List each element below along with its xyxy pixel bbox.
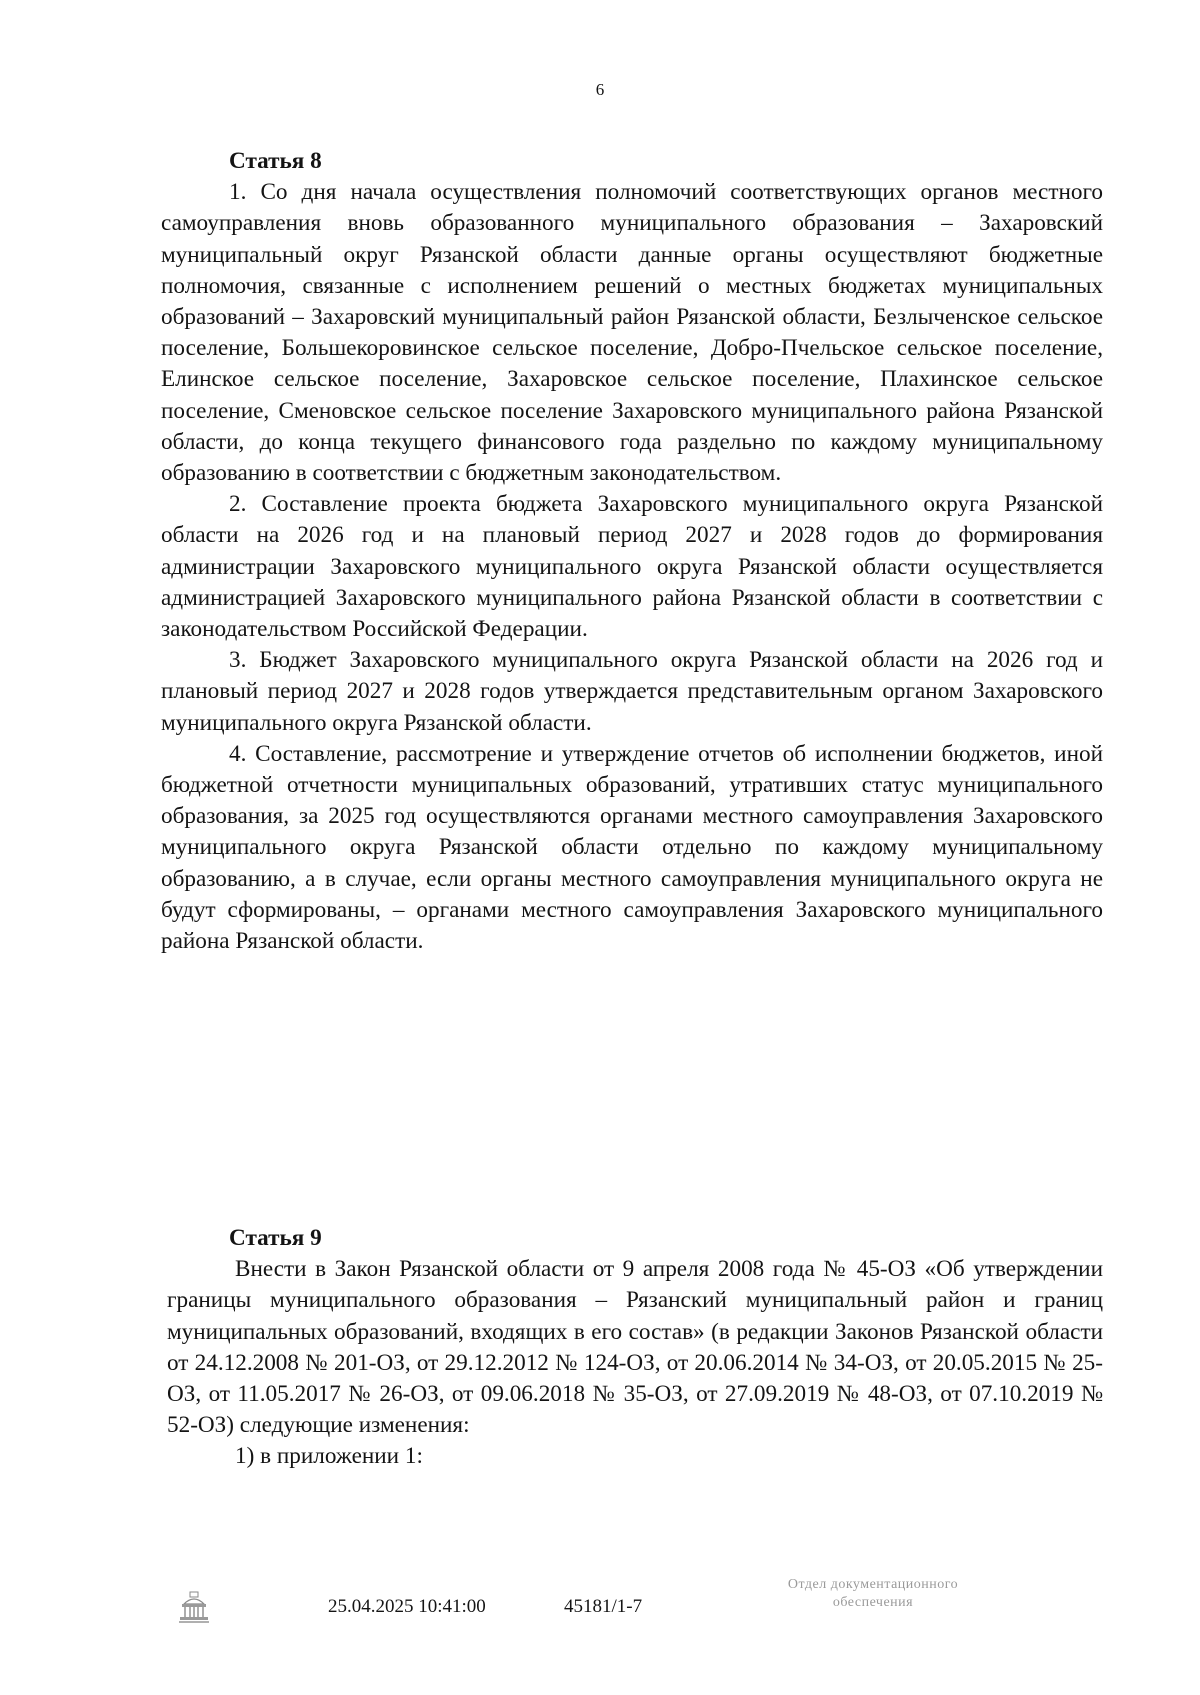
article-9-heading: Статья 9	[229, 1225, 322, 1251]
article-9-paragraph-2: 1) в приложении 1:	[235, 1443, 423, 1470]
article-9	[167, 1223, 1103, 1473]
stamp-line-1: Отдел документационного	[787, 1577, 959, 1592]
article-8-paragraph-2: 2. Составление проекта бюджета Захаровского муниципального округа Рязанской области на 2026 год и на плановый период 2027 и 2028 годов до формирования администрации Захаровского муниципального округа Рязанской области осуществляется администрацией Захаровского муниципального района Рязанской области в соответствии с законодательством Российской Федерации.	[161, 491, 1103, 643]
article-8-paragraph-4: 4. Составление, рассмотрение и утверждение отчетов об исполнении бюджетов, иной бюджетной отчетности муниципальных образований, утративших статус муниципального образования, за 2025 год осуществляются органами местного самоуправления Захаровского муниципального округа Рязанской области отдельно по каждому муниципальному образованию, а в случае, если органы местного самоуправления муниципального округа не будут сформированы, – органами местного самоуправления Захаровского муниципального района Рязанской области.	[161, 740, 1103, 955]
department-stamp	[728, 1576, 1018, 1612]
article-8	[161, 146, 1103, 957]
article-8-paragraph-1: 1. Со дня начала осуществления полномочий соответствующих органов местного самоуправления вновь образованного муниципального образования – Захаровский муниципальный округ Рязанской области данные органы осуществляют бюджетные полномочия, связанные с исполнением решений о местных бюджетах муниципальных образований – Захаровский муниципальный район Рязанской области, Безлыченское сельское поселение, Большекоровинское сельское поселение, Добро-Пчельское сельское поселение, Елинское сельское поселение, Захаровское сельское поселение, Плахинское сельское поселение, Сменовское сельское поселение Захаровского муниципального района Рязанской области, до конца текущего финансового года раздельно по каждому муниципальному образованию в соответствии с бюджетным законодательством.	[161, 179, 1103, 487]
article-8-heading: Статья 8	[229, 148, 322, 174]
building-emblem-icon	[176, 1590, 212, 1626]
footer-registration-number: 45181/1-7	[564, 1596, 643, 1617]
stamp-line-2: обеспечения	[832, 1595, 914, 1610]
article-8-paragraph-3: 3. Бюджет Захаровского муниципального округа Рязанской области на 2026 год и плановый период 2027 и 2028 годов утверждается представительным органом Захаровского муниципального округа Рязанской области.	[161, 647, 1103, 736]
page-number: 6	[595, 80, 605, 99]
footer-timestamp: 25.04.2025 10:41:00	[328, 1596, 486, 1617]
page-footer	[0, 1577, 1200, 1650]
article-9-paragraph-1: Внести в Закон Рязанской области от 9 апреля 2008 года № 45-ОЗ «Об утверждении границы муниципального образования – Рязанский муниципальный район и границ муниципальных образований, входящих в его состав» (в редакции Законов Рязанской области от 24.12.2008 № 201-ОЗ, от 29.12.2012 № 124-ОЗ, от 20.06.2014 № 34-ОЗ, от 20.05.2015 № 25-ОЗ, от 11.05.2017 № 26-ОЗ, от 09.06.2018 № 35-ОЗ, от 27.09.2019 № 48-ОЗ, от 07.10.2019 № 52-ОЗ) следующие изменения:	[167, 1256, 1103, 1439]
